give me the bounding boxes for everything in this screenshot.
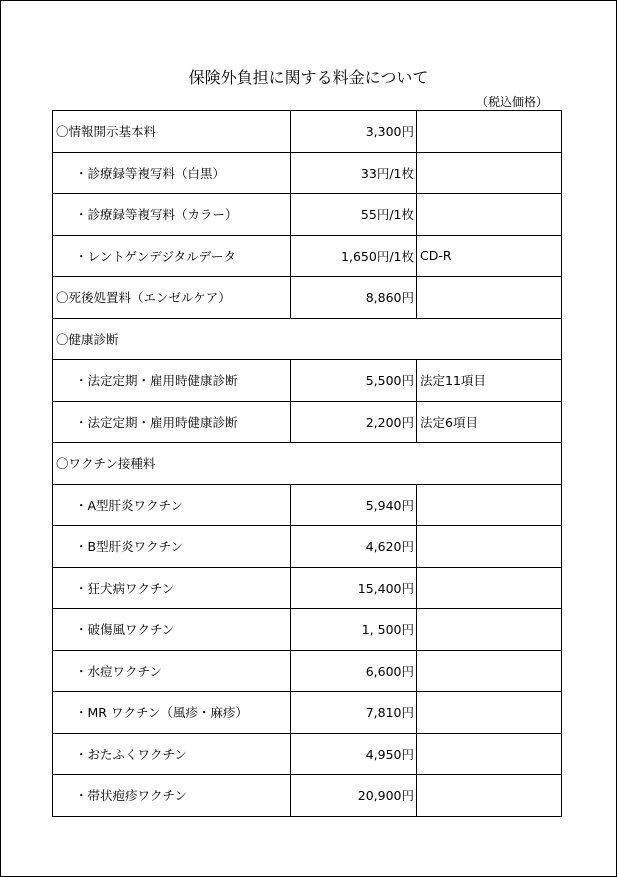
table-row: [53, 111, 562, 153]
table-row: [53, 360, 562, 402]
table-row: [53, 733, 562, 775]
item-price: 8,860円: [291, 277, 417, 319]
item-name: ・帯状疱疹ワクチン: [53, 775, 291, 817]
table-row: [53, 401, 562, 443]
item-remark: [417, 484, 562, 526]
table-row: [53, 235, 562, 277]
item-name: ・レントゲンデジタルデータ: [53, 235, 291, 277]
item-name: ・A型肝炎ワクチン: [53, 484, 291, 526]
item-price: 1,650円/1枚: [291, 235, 417, 277]
table-row: [53, 775, 562, 817]
item-remark: [417, 111, 562, 153]
item-remark: CD-R: [417, 235, 562, 277]
item-name: ・法定定期・雇用時健康診断: [53, 360, 291, 402]
table-row: [53, 609, 562, 651]
item-price: 5,940円: [291, 484, 417, 526]
item-price: 1, 500円: [291, 609, 417, 651]
item-remark: [417, 277, 562, 319]
item-remark: [417, 567, 562, 609]
item-name: ・診療録等複写料（カラー）: [53, 194, 291, 236]
table-row: [53, 526, 562, 568]
item-price: 15,400円: [291, 567, 417, 609]
item-remark: [417, 775, 562, 817]
item-name: 〇死後処置料（エンゼルケア）: [53, 277, 291, 319]
item-price: 4,950円: [291, 733, 417, 775]
section-row: [53, 443, 562, 485]
item-remark: [417, 692, 562, 734]
item-name: ・B型肝炎ワクチン: [53, 526, 291, 568]
table-row: [53, 650, 562, 692]
table-row: [53, 484, 562, 526]
tax-note: （税込価格）: [475, 95, 548, 109]
item-price: 4,620円: [291, 526, 417, 568]
section-heading: 〇健康診断: [53, 318, 562, 360]
item-remark: 法定6項目: [417, 401, 562, 443]
table-row: [53, 567, 562, 609]
item-remark: 法定11項目: [417, 360, 562, 402]
item-remark: [417, 609, 562, 651]
item-remark: [417, 526, 562, 568]
item-price: 33円/1枚: [291, 152, 417, 194]
section-row: [53, 318, 562, 360]
item-remark: [417, 650, 562, 692]
item-price: 20,900円: [291, 775, 417, 817]
table-row: [53, 152, 562, 194]
table-row: [53, 194, 562, 236]
item-name: ・水痘ワクチン: [53, 650, 291, 692]
item-name: ・法定定期・雇用時健康診断: [53, 401, 291, 443]
fee-table-body: [53, 111, 562, 817]
item-price: 5,500円: [291, 360, 417, 402]
item-name: 〇情報開示基本料: [53, 111, 291, 153]
item-remark: [417, 733, 562, 775]
section-heading: 〇ワクチン接種料: [53, 443, 562, 485]
item-name: ・診療録等複写料（白黒）: [53, 152, 291, 194]
page-title: 保険外負担に関する料金について: [188, 68, 429, 87]
item-name: ・おたふくワクチン: [53, 733, 291, 775]
item-price: 3,300円: [291, 111, 417, 153]
item-remark: [417, 152, 562, 194]
item-price: 2,200円: [291, 401, 417, 443]
item-name: ・狂犬病ワクチン: [53, 567, 291, 609]
fee-table: [52, 110, 562, 817]
table-row: [53, 692, 562, 734]
item-name: ・MR ワクチン（風疹・麻疹）: [53, 692, 291, 734]
item-price: 7,810円: [291, 692, 417, 734]
item-price: 55円/1枚: [291, 194, 417, 236]
item-remark: [417, 194, 562, 236]
item-price: 6,600円: [291, 650, 417, 692]
item-name: ・破傷風ワクチン: [53, 609, 291, 651]
table-row: [53, 277, 562, 319]
